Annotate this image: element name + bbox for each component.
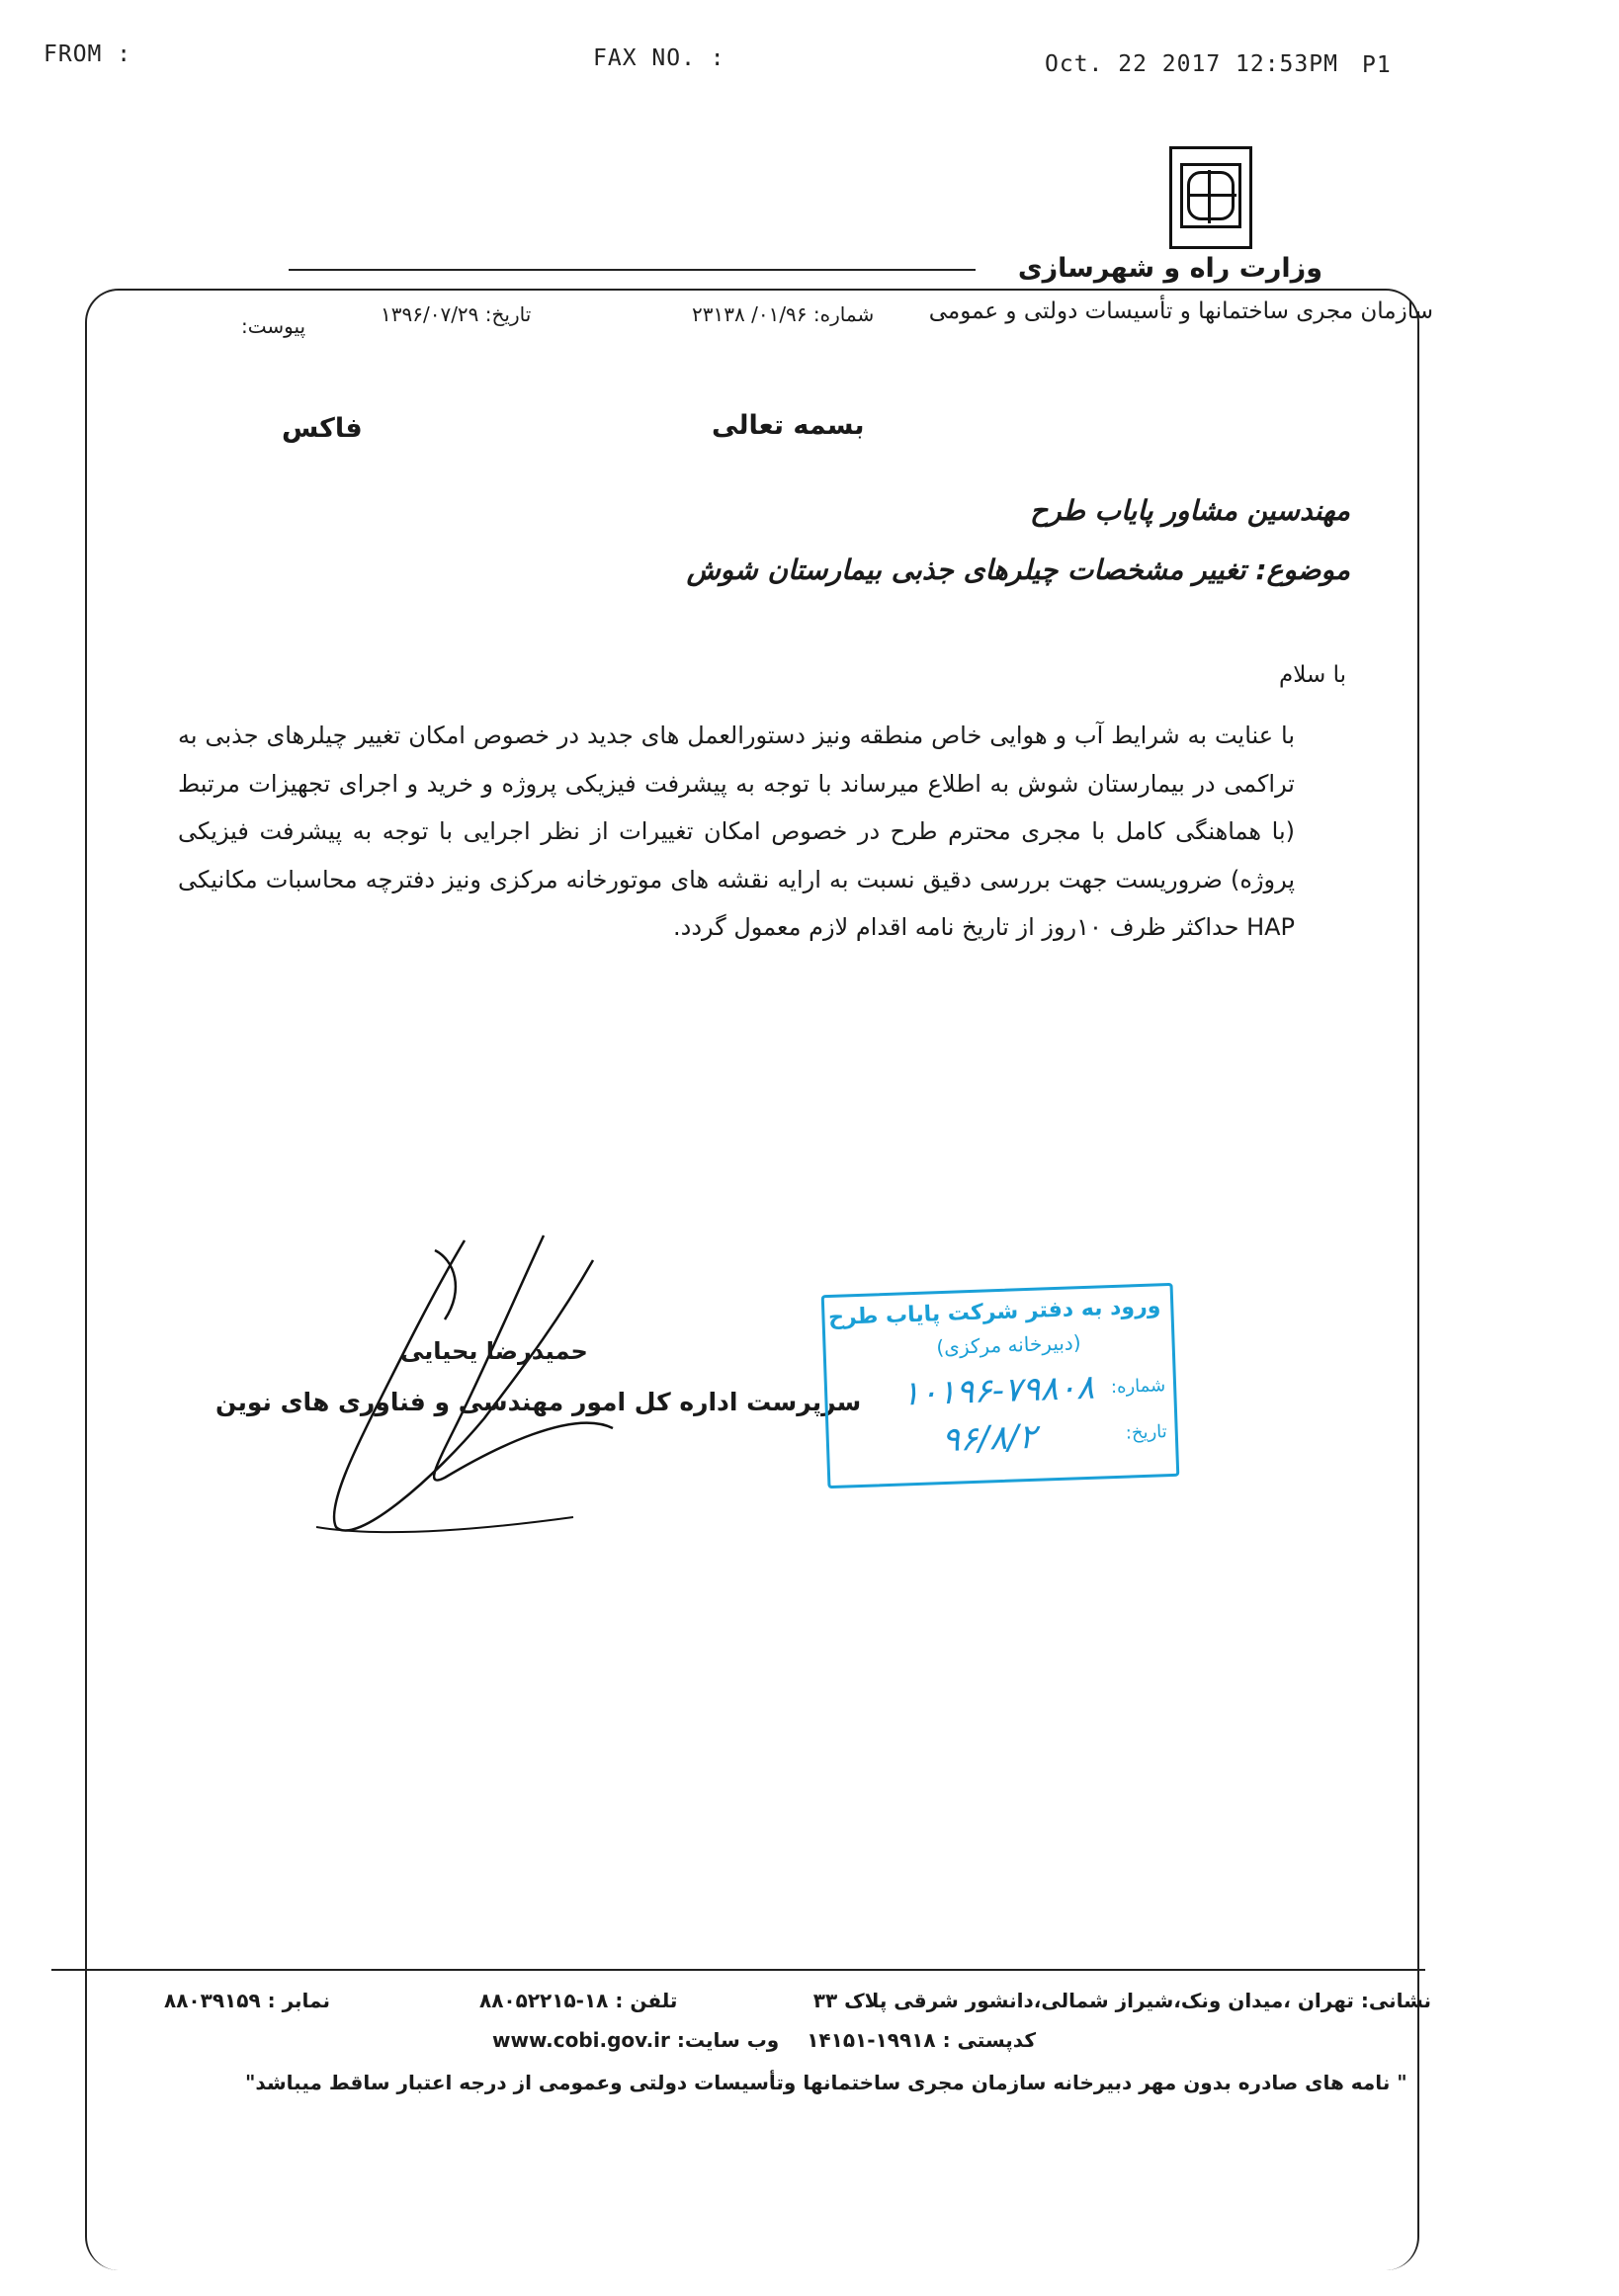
letter-date-value: ۱۳۹۶/۰۷/۲۹ — [381, 302, 479, 326]
footer-website-label: وب سایت: — [676, 2028, 780, 2052]
stamp-date-label: تاریخ: — [1125, 1421, 1168, 1444]
organization-name: سازمان مجری ساختمانها و تأسیسات دولتی و عمومی — [928, 298, 1433, 324]
ministry-name: وزارت راه و شهرسازی — [1017, 253, 1322, 284]
letter-number — [692, 302, 874, 326]
fax-datetime: Oct. 22 2017 12:53PM — [1045, 51, 1338, 77]
footer-fax: نمابر : ۸۸۰۳۹۱۵۹ — [164, 1989, 330, 2012]
signatory-title: سرپرست اداره کل امور مهندسی و فناوری های نوین — [215, 1388, 862, 1416]
recipient: مهندسین مشاور پایاب طرح — [1030, 494, 1350, 527]
footer-website-row — [492, 2028, 779, 2052]
letter-body: با عنایت به شرایط آب و هوایی خاص منطقه ونیز دستورالعمل های جدید در خصوص امکان تغییر چیلرهای جذبی به تراکمی در بیمارستان شوش به اطلاع میرساند با توجه به پیشرفت فیزیکی پروژه و خرید و اجرای تجهیزات مرتبط (با هماهنگی کامل با مجری محترم طرح در خصوص امکان تغییرات از نظر اجرایی با توجه به پیشرفت فیزیکی پروژه) ضروریست جهت بررسی دقیق نسبت به ارایه نقشه های موتورخانه مرکزی ونیز دفترچه محاسبات مکانیکی HAP حداکثر ظرف ۱۰روز از تاریخ نامه اقدام لازم معمول گردد. — [178, 722, 1295, 941]
bismillah: بسمه تعالی — [712, 410, 865, 441]
subject-line: موضوع: تغییر مشخصات چیلرهای جذبی بیمارستان شوش — [686, 553, 1350, 586]
header-divider — [289, 269, 976, 271]
letter-number-label: شماره: — [812, 302, 875, 326]
stamp-line2: (دبیرخانه مرکزی) — [935, 1330, 1081, 1360]
greeting: با سلام — [1279, 662, 1346, 688]
ministry-logo-icon — [1169, 146, 1252, 249]
stamp-date: ۹۶/۸/۲ — [941, 1416, 1038, 1461]
stamp-line1: ورود به دفتر شرکت پایاب طرح — [827, 1294, 1161, 1331]
footer-postal-code: کدپستی : ۱۹۹۱۸-۱۴۱۵۱ — [807, 2028, 1036, 2052]
attachment-label: پیوست: — [241, 314, 306, 338]
footer-notice: " نامه های صادره بدون مهر دبیرخانه سازمان مجری ساختمانها وتأسیسات دولتی وعمومی از درجه اعتبار ساقط میباشد" — [245, 2071, 1407, 2094]
footer-address: نشانی: تهران ،میدان ونک،شیراز شمالی،دانشور شرقی پلاک ۳۳ — [812, 1989, 1431, 2012]
stamp-number: ۱۰۱۹۶-۷۹۸۰۸ — [900, 1367, 1095, 1414]
letter-date-label: تاریخ: — [484, 302, 532, 326]
stamp-number-label: شماره: — [1110, 1375, 1166, 1399]
footer-phone: تلفن : ۱۸-۸۸۰۵۲۲۱۵ — [479, 1989, 678, 2012]
signatory-name: حمیدرضا یحیایی — [400, 1337, 588, 1365]
fax-number-label: FAX NO. : — [593, 45, 725, 71]
fax-page-number: P1 — [1362, 52, 1392, 78]
footer-divider — [51, 1969, 1425, 1971]
fax-title: فاکس — [282, 413, 363, 444]
receipt-stamp — [821, 1283, 1180, 1488]
letter-number-value: ۰۱/۹۶/ ۲۳۱۳۸ — [692, 302, 808, 326]
fax-from-label: FROM : — [43, 42, 132, 67]
footer-website[interactable]: www.cobi.gov.ir — [492, 2028, 670, 2052]
letter-date — [381, 302, 531, 326]
